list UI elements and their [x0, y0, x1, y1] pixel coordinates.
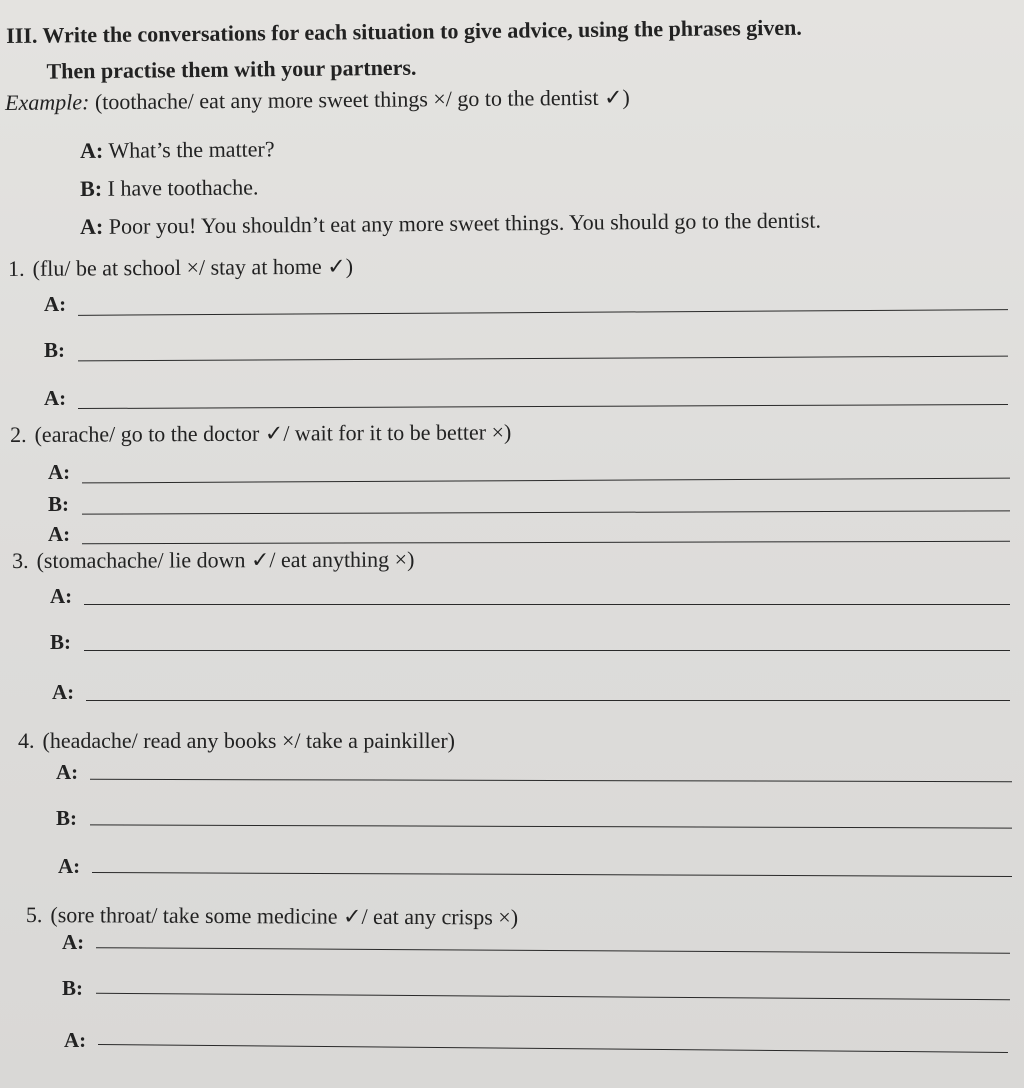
speaker-label: B: — [56, 806, 77, 830]
speaker-label: B: — [62, 976, 83, 1000]
speaker-label: A: — [62, 930, 85, 954]
item-5-line-b — [62, 976, 1010, 1001]
answer-blank[interactable] — [86, 699, 1010, 701]
example-line-1 — [80, 136, 275, 164]
answer-blank[interactable] — [92, 871, 1012, 877]
speaker-label: A: — [58, 854, 81, 878]
item-5-prompt — [26, 902, 518, 931]
item-number: 4. — [18, 728, 35, 753]
item-3-line-a — [50, 584, 1010, 609]
answer-blank[interactable] — [90, 778, 1012, 782]
item-4-line-b — [56, 806, 1012, 831]
item-number: 5. — [25, 902, 43, 928]
item-phrases: (headache/ read any books ×/ take a painkiller) — [42, 728, 455, 753]
item-3-prompt — [12, 547, 414, 574]
answer-blank[interactable] — [78, 308, 1008, 316]
answer-blank[interactable] — [96, 946, 1010, 954]
exercise-heading — [6, 7, 1017, 90]
speaker-label: A: — [64, 1028, 87, 1052]
example-line-3 — [80, 208, 821, 240]
item-phrases: (earache/ go to the doctor ✓/ wait for it to be better ×) — [34, 419, 512, 447]
item-phrases: (sore throat/ take some medicine ✓/ eat any crisps ×) — [50, 902, 519, 930]
item-1-line-a2 — [44, 386, 1008, 411]
item-2-line-b — [48, 492, 1010, 517]
item-5-line-a2 — [64, 1028, 1008, 1053]
answer-blank[interactable] — [84, 603, 1010, 605]
answer-blank[interactable] — [82, 509, 1010, 514]
answer-blank[interactable] — [82, 477, 1010, 484]
heading-line-1: III. Write the conversations for each situation to give advice, using the phrases given. — [6, 14, 802, 48]
example-label: Example: — [5, 89, 90, 115]
example-text: What’s the matter? — [108, 136, 275, 163]
answer-blank[interactable] — [90, 823, 1012, 828]
example-speaker: A: — [80, 137, 104, 163]
example-text: Poor you! You shouldn’t eat any more sweet things. You should go to the dentist. — [108, 207, 822, 239]
example-speaker: A: — [80, 213, 104, 239]
item-3-line-a2 — [52, 680, 1010, 705]
speaker-label: A: — [44, 292, 67, 316]
item-1-line-b — [44, 338, 1008, 363]
speaker-label: B: — [50, 630, 71, 654]
speaker-label: A: — [56, 760, 79, 784]
heading-line-2: Then practise them with your partners. — [46, 54, 417, 84]
item-1-prompt — [8, 254, 353, 282]
speaker-label: B: — [48, 492, 69, 516]
item-4-line-a — [56, 760, 1012, 785]
answer-blank[interactable] — [84, 649, 1010, 651]
speaker-label: A: — [48, 522, 71, 546]
example-prompt — [5, 85, 630, 116]
item-2-prompt — [10, 419, 511, 448]
example-text: I have toothache. — [107, 174, 259, 201]
item-number: 3. — [12, 547, 29, 573]
answer-blank[interactable] — [96, 992, 1010, 1000]
example-phrases: (toothache/ eat any more sweet things ×/ go to the dentist ✓) — [94, 84, 630, 115]
speaker-label: A: — [52, 680, 75, 704]
item-phrases: (stomachache/ lie down ✓/ eat anything ×) — [36, 546, 415, 573]
item-4-prompt — [18, 728, 455, 754]
item-number: 1. — [8, 255, 25, 281]
item-number: 2. — [10, 421, 27, 447]
answer-blank[interactable] — [78, 403, 1008, 409]
item-1-line-a — [44, 292, 1008, 317]
answer-blank[interactable] — [82, 540, 1010, 544]
item-5-line-a — [62, 930, 1010, 955]
item-3-line-b — [50, 630, 1010, 655]
example-line-2 — [80, 174, 259, 202]
speaker-label: A: — [44, 386, 67, 410]
item-phrases: (flu/ be at school ×/ stay at home ✓) — [32, 253, 354, 281]
answer-blank[interactable] — [98, 1043, 1008, 1053]
speaker-label: A: — [50, 584, 73, 608]
speaker-label: A: — [48, 460, 71, 484]
speaker-label: B: — [44, 338, 65, 362]
answer-blank[interactable] — [78, 355, 1008, 362]
item-2-line-a2 — [48, 522, 1010, 547]
item-2-line-a — [48, 460, 1010, 485]
example-speaker: B: — [80, 175, 103, 201]
item-4-line-a2 — [58, 854, 1012, 879]
